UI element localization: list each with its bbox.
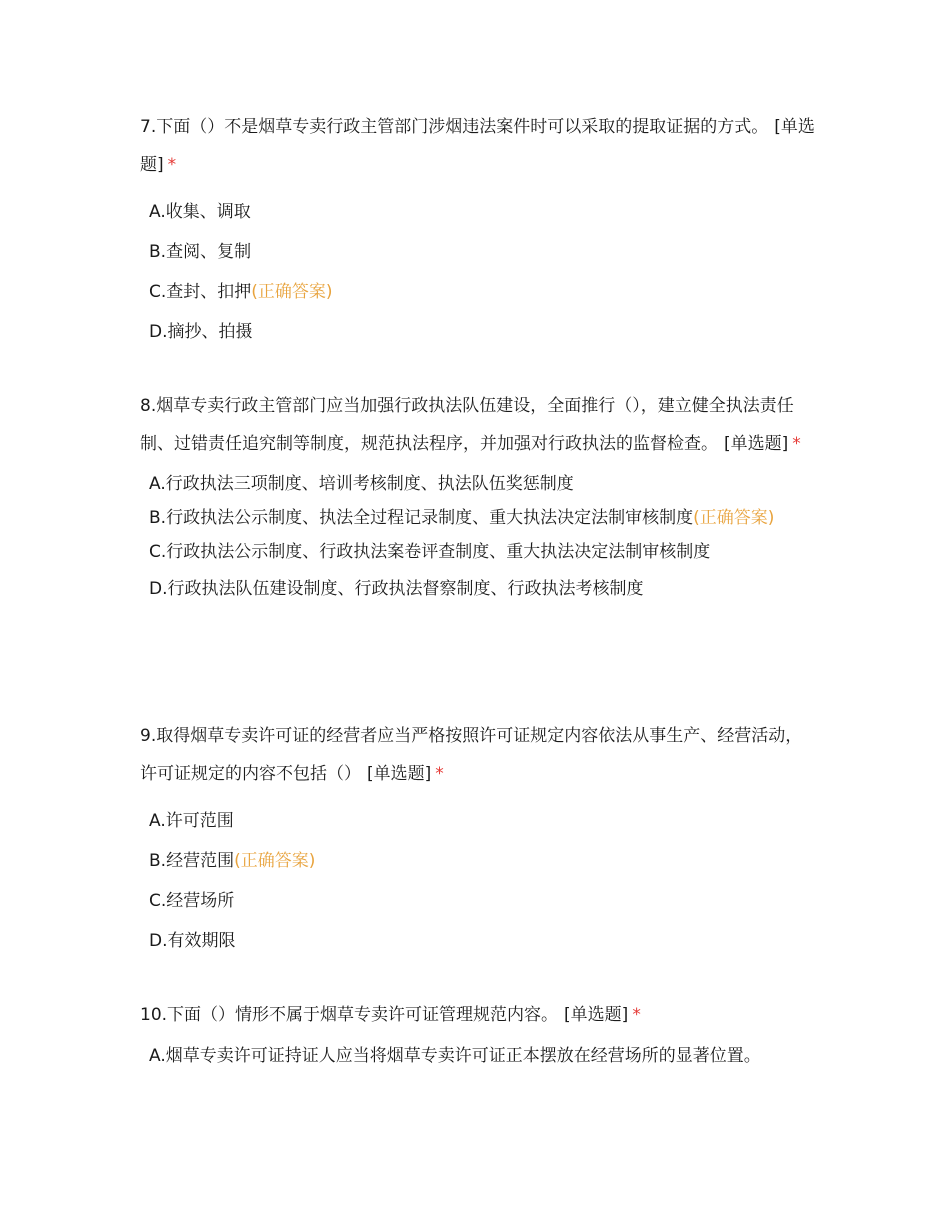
required-marker: *	[167, 155, 177, 175]
option-text: B.行政执法公示制度、执法全过程记录制度、重大执法决定法制审核制度	[149, 508, 694, 528]
option-c[interactable]	[149, 535, 815, 569]
option-c[interactable]	[149, 881, 815, 921]
option-d[interactable]	[149, 312, 815, 352]
question-text	[140, 996, 815, 1034]
correct-answer-label: (正确答案)	[234, 851, 316, 871]
option-d[interactable]	[149, 569, 815, 609]
question-type-tag: [单选题]	[140, 117, 815, 175]
required-marker: *	[792, 434, 801, 454]
required-marker: *	[435, 764, 444, 784]
option-list	[149, 192, 815, 352]
option-list	[149, 467, 815, 609]
question-stem: 9.取得烟草专卖许可证的经营者应当严格按照许可证规定内容依法从事生产、经营活动，许可证规定的内容不包括（）	[140, 726, 803, 784]
option-a[interactable]	[149, 801, 815, 841]
question-type-tag: [单选题]	[367, 764, 432, 784]
option-b[interactable]	[149, 501, 799, 535]
option-text: A.行政执法三项制度、培训考核制度、执法队伍奖惩制度	[149, 474, 574, 494]
required-marker: *	[632, 1005, 641, 1025]
option-a[interactable]	[149, 192, 815, 232]
question-10	[140, 996, 815, 1076]
option-text: C.经营场所	[149, 891, 235, 911]
question-stem: 10.下面（）情形不属于烟草专卖许可证管理规范内容。	[140, 1005, 559, 1025]
option-d[interactable]	[149, 921, 815, 961]
option-text: D.摘抄、拍摄	[149, 322, 253, 342]
option-text: C.行政执法公示制度、行政执法案卷评查制度、重大执法决定法制审核制度	[149, 542, 711, 562]
question-stem: 8.烟草专卖行政主管部门应当加强行政执法队伍建设，全面推行（），建立健全执法责任制、过错责任追究制等制度，规范执法程序，并加强对行政执法的监督检查。	[140, 396, 794, 454]
question-text	[140, 387, 815, 463]
question-text	[140, 717, 815, 793]
correct-answer-label: (正确答案)	[251, 282, 333, 302]
option-a[interactable]	[149, 1036, 799, 1076]
option-list	[149, 1036, 815, 1076]
question-8	[140, 387, 815, 609]
question-text	[140, 108, 815, 184]
option-text: B.查阅、复制	[149, 242, 252, 262]
question-stem: 7.下面（）不是烟草专卖行政主管部门涉烟违法案件时可以采取的提取证据的方式。	[140, 117, 769, 137]
option-text: A.许可范围	[149, 811, 234, 831]
question-7	[140, 108, 815, 352]
option-text: D.行政执法队伍建设制度、行政执法督察制度、行政执法考核制度	[149, 579, 644, 599]
option-b[interactable]	[149, 232, 815, 272]
question-type-tag: [单选题]	[724, 434, 789, 454]
option-list	[149, 801, 815, 961]
option-text: C.查封、扣押	[149, 282, 252, 302]
question-9	[140, 717, 815, 961]
option-a[interactable]	[149, 467, 815, 501]
option-text: D.有效期限	[149, 931, 236, 951]
correct-answer-label: (正确答案)	[693, 508, 775, 528]
option-text: B.经营范围	[149, 851, 235, 871]
option-text: A.烟草专卖许可证持证人应当将烟草专卖许可证正本摆放在经营场所的显著位置。	[149, 1046, 761, 1066]
option-c[interactable]	[149, 272, 815, 312]
option-b[interactable]	[149, 841, 815, 881]
question-type-tag: [单选题]	[564, 1005, 629, 1025]
option-text: A.收集、调取	[149, 202, 251, 222]
